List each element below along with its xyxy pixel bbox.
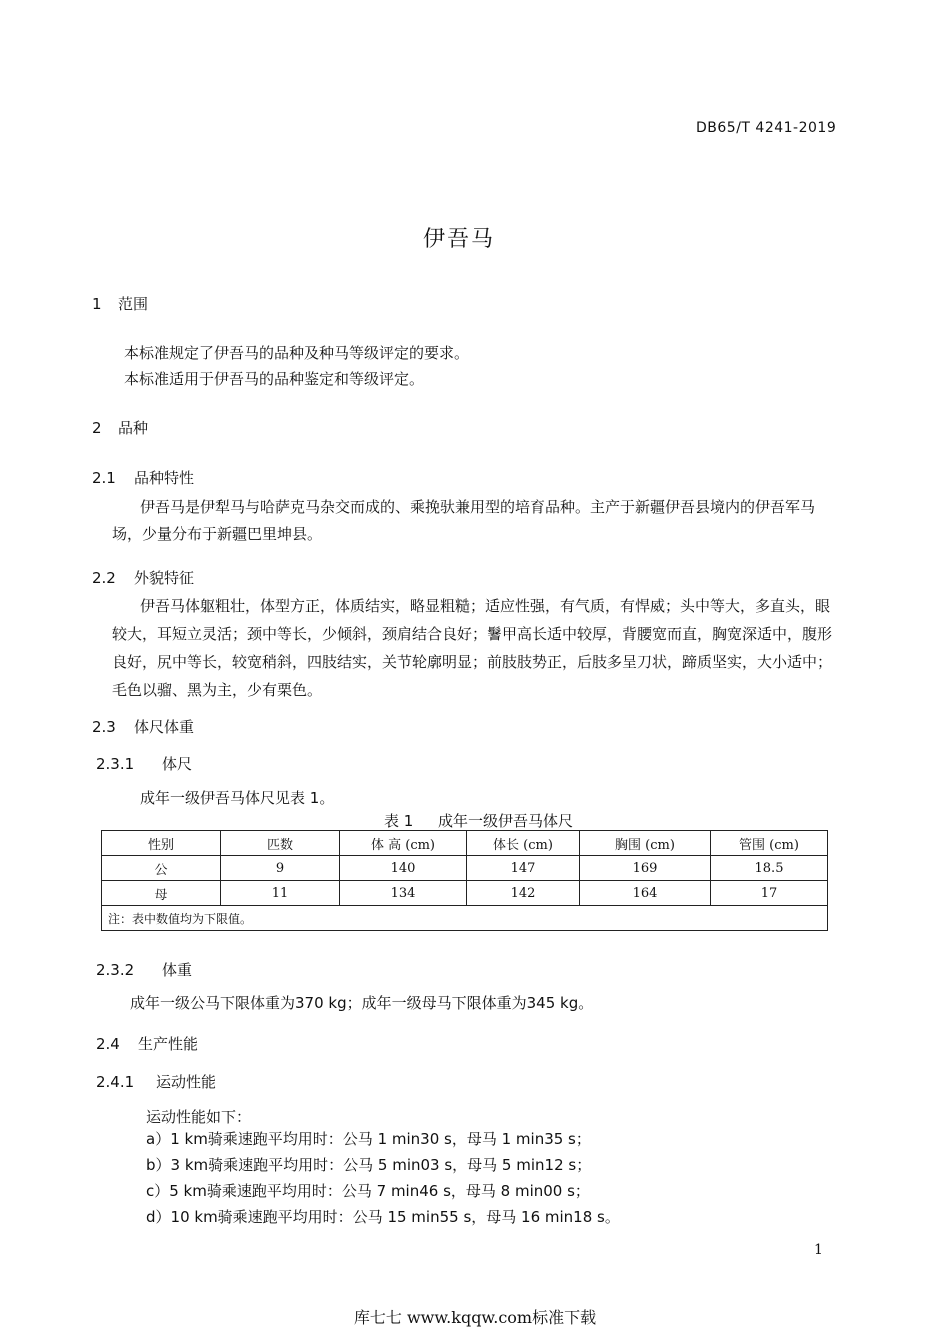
table-cell: 9 [221, 856, 340, 881]
table-note-row [102, 906, 828, 931]
section-2-4-heading: 2.4 生产性能 [96, 1035, 199, 1053]
table-header-cell: 体 高 (cm) [340, 831, 467, 856]
table-header-cell: 体长 (cm) [467, 831, 580, 856]
page-title: 伊吾马 [422, 227, 495, 252]
table-cell: 169 [580, 856, 711, 881]
table-cell: 18.5 [711, 856, 828, 881]
section-2-3-1-para: 成年一级伊吾马体尺见表 1。 [140, 789, 335, 807]
table-cell: 17 [711, 881, 828, 906]
document-code: DB65/T 4241-2019 [696, 120, 837, 136]
section-1-para-1: 本标准规定了伊吾马的品种及种马等级评定的要求。 [124, 344, 470, 362]
section-2-1-heading: 2.1 品种特性 [92, 469, 195, 487]
list-item: c）5 km骑乘速跑平均用时：公马 7 min46 s，母马 8 min00 s； [146, 1182, 590, 1200]
section-2-1-para: 伊吾马是伊犁马与哈萨克马杂交而成的、乘挽驮兼用型的培育品种。主产于新疆伊吾县境内的伊吾军马场，少量分布于新疆巴里坤县。 [112, 498, 816, 543]
table-header-cell: 管围 (cm) [711, 831, 828, 856]
section-2-4-1-heading: 2.4.1 运动性能 [96, 1073, 217, 1091]
section-2-3-heading: 2.3 体尺体重 [92, 718, 195, 736]
list-item: d）10 km骑乘速跑平均用时：公马 15 min55 s，母马 16 min18 s。 [146, 1208, 620, 1226]
table-note: 注：表中数值均为下限值。 [102, 906, 828, 931]
section-1-heading: 1 范围 [92, 295, 149, 313]
list-item: a）1 km骑乘速跑平均用时：公马 1 min30 s，母马 1 min35 s； [146, 1130, 591, 1148]
section-2-2-heading: 2.2 外貌特征 [92, 569, 195, 587]
section-2-3-2-heading: 2.3.2 体重 [96, 961, 193, 979]
table-cell: 142 [467, 881, 580, 906]
section-2-2-para: 伊吾马体躯粗壮，体型方正，体质结实，略显粗糙；适应性强，有气质，有悍威；头中等大，多直头，眼较大，耳短立灵活；颈中等长，少倾斜，颈肩结合良好；鬐甲高长适中较厚，背腰宽而直，胸宽深适中，腹形良好，尻中等长，较宽稍斜，四肢结实，关节轮廓明显；前肢肢势正，后肢多呈刀状，蹄质坚实，大小适中；毛色以骝、黑为主，少有栗色。 [112, 597, 833, 699]
table-cell: 140 [340, 856, 467, 881]
table-row [102, 856, 828, 881]
section-2-4-1-intro: 运动性能如下： [146, 1108, 252, 1126]
table-cell: 公 [102, 856, 221, 881]
table-cell: 11 [221, 881, 340, 906]
table-cell: 164 [580, 881, 711, 906]
list-item: b）3 km骑乘速跑平均用时：公马 5 min03 s，母马 5 min12 s； [146, 1156, 592, 1174]
table-cell: 134 [340, 881, 467, 906]
table-header-row [102, 831, 828, 856]
table-1-caption: 表 1 成年一级伊吾马体尺 [384, 812, 574, 830]
section-2-3-2-para: 成年一级公马下限体重为370 kg；成年一级母马下限体重为345 kg。 [130, 994, 594, 1012]
table-header-cell: 胸围 (cm) [580, 831, 711, 856]
table-header-cell: 性别 [102, 831, 221, 856]
footer-watermark: 库七七 www.kqqw.com标准下载 [353, 1308, 597, 1327]
body-measurement-table [101, 830, 828, 931]
table-header-cell: 匹数 [221, 831, 340, 856]
table-cell: 147 [467, 856, 580, 881]
section-2-heading: 2 品种 [92, 419, 149, 437]
table-cell: 母 [102, 881, 221, 906]
section-2-3-1-heading: 2.3.1 体尺 [96, 755, 193, 773]
section-1-para-2: 本标准适用于伊吾马的品种鉴定和等级评定。 [124, 370, 425, 388]
page-number: 1 [814, 1242, 823, 1258]
table-row [102, 881, 828, 906]
